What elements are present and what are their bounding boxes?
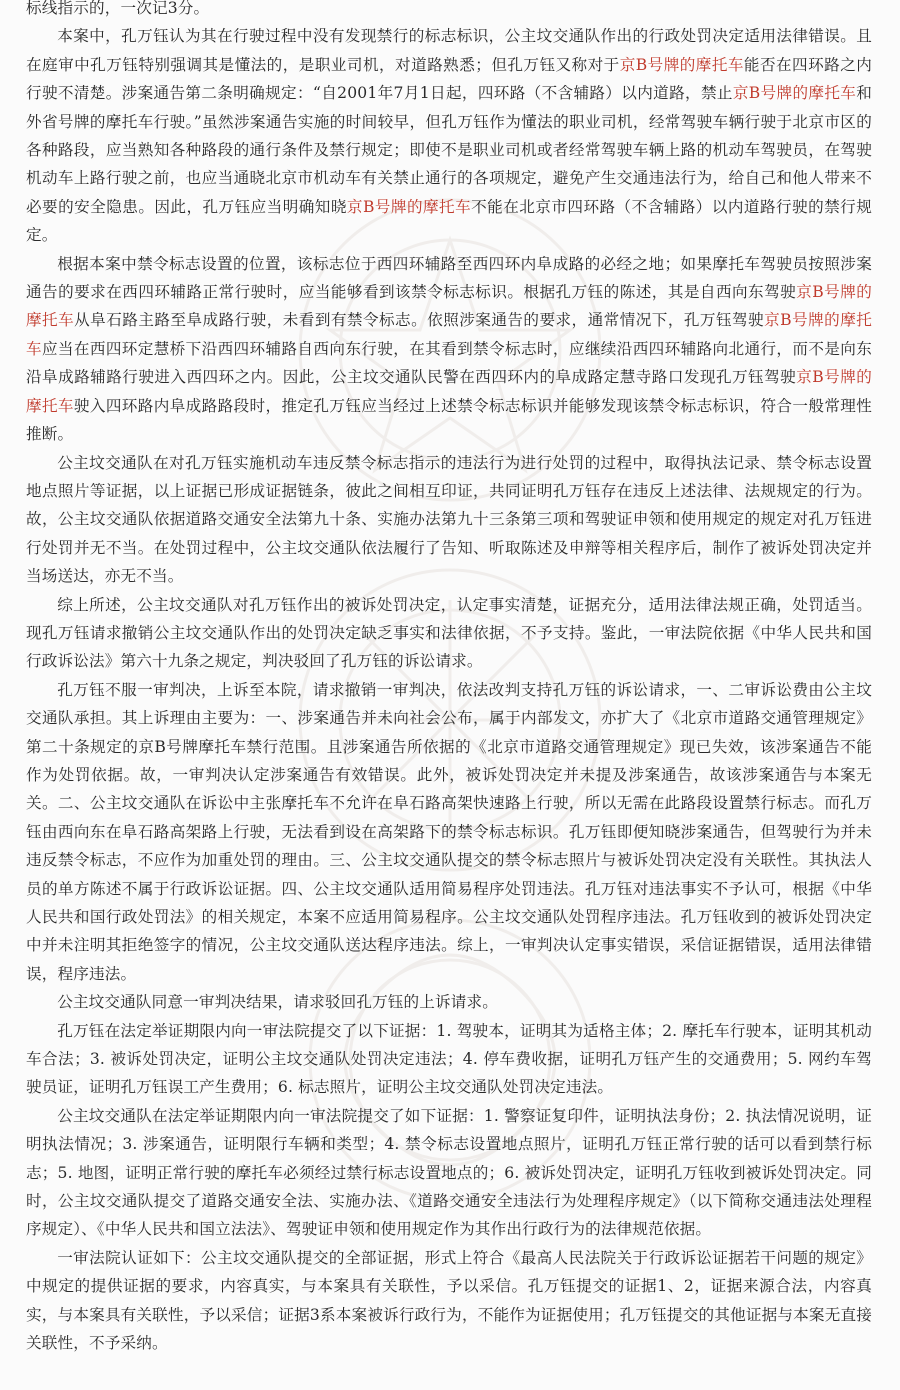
text-span: 应当在西四环定慧桥下沿西四环辅路自西向东行驶，在其看到禁令标志时，应继续沿西四环辅路向北通行，而不是向东沿阜成路辅路行驶进入西四环之内。因此，公主坟交通队民警在西四环内的阜成路定慧寺路口发现孔万钰驾驶 bbox=[26, 339, 872, 387]
highlighted-term: 京B号牌的摩托车 bbox=[26, 283, 872, 330]
paragraph-9: 一审法院认证如下：公主坟交通队提交的全部证据，形式上符合《最高人民法院关于行政诉讼证据若干问题的规定》中规定的提供证据的要求，内容真实，与本案具有关联性，予以采信。孔万钰提交的证据1、2，证据来源合法，内容真实，与本案具有关联性，予以采信；证据3系本案被诉行政行为，不能作为证据使用；孔万钰提交的其他证据与本案无直接关联性，不予采纳。 bbox=[26, 1248, 872, 1353]
paragraph-5: 孔万钰不服一审判决，上诉至本院，请求撤销一审判决，依法改判支持孔万钰的诉讼请求，一、二审诉讼费由公主坟交通队承担。其上诉理由主要为：一、涉案通告并未向社会公布，属于内部发文，亦扩大了《北京市道路交通管理规定》第二十条规定的京B号牌摩托车禁行范围。且涉案通告所依据的《北京市道路交通管理规定》现已失效，该涉案通告不能作为处罚依据。故，一审判决认定涉案通告有效错误。此外，被诉处罚决定并未提及涉案通告，故该涉案通告与本案无关。二、公主坟交通队在诉讼中主张摩托车不允许在阜石路高架快速路上行驶，所以无需在此路段设置禁行标志。而孔万钰由西向东在阜石路高架路上行驶，无法看到设在高架路下的禁令标志标识。孔万钰即便知晓涉案通告，但驾驶行为并未违反禁令标志，不应作为加重处罚的理由。三、公主坟交通队提交的禁令标志照片与被诉处罚决定没有关联性。其执法人员的单方陈述不属于行政诉讼证据。四、公主坟交通队适用简易程序处罚违法。孔万钰对违法事实不予认可，根据《中华人民共和国行政处罚法》的相关规定，本案不应适用简易程序。公主坟交通队处罚程序违法。孔万钰收到的被诉处罚决定中并未注明其拒绝签字的情况，公主坟交通队送达程序违法。综上，一审判决认定事实错误，采信证据错误，适用法律错误，程序违法。 bbox=[26, 680, 872, 983]
highlighted-term: 京B号牌的摩托车 bbox=[732, 84, 857, 103]
text-span: 驶入四环路内阜成路路段时，推定孔万钰应当经过上述禁令标志标识并能够发现该禁令标志标识，符合一般常理性推断。 bbox=[26, 396, 872, 444]
paragraph-7: 孔万钰在法定举证期限内向一审法院提交了以下证据：1. 驾驶本，证明其为适格主体；2. 摩托车行驶本，证明其机动车合法；3. 被诉处罚决定，证明公主坟交通队处罚决定违法；4. 停车费收据，证明孔万钰产生的交通费用；5. 网约车驾驶员证，证明孔万钰误工产生费用；6. 标志照片，证明公主坟交通队处罚决定违法。 bbox=[26, 1021, 872, 1097]
paragraph-2 bbox=[26, 250, 872, 449]
text-span: 根据本案中禁令标志设置的位置，该标志位于西四环辅路至西四环内阜成路的必经之地；如果摩托车驾驶员按照涉案通告的要求在西四环辅路正常行驶时，应当能够看到该禁令标志标识。根据孔万钰的陈述，其是自西向东驾驶 bbox=[26, 254, 872, 302]
paragraph-1 bbox=[26, 22, 872, 249]
paragraph-3: 公主坟交通队在对孔万钰实施机动车违反禁令标志指示的违法行为进行处罚的过程中，取得执法记录、禁令标志设置地点照片等证据，以上证据已形成证据链条，彼此之间相互印证，共同证明孔万钰存在违反上述法律、法规规定的行为。故，公主坟交通队依据道路交通安全法第九十条、实施办法第九十三条第三项和驾驶证申领和使用规定的规定对孔万钰进行处罚并无不当。在处罚过程中，公主坟交通队依法履行了告知、听取陈述及申辩等相关程序后，制作了被诉处罚决定并当场送达，亦无不当。 bbox=[26, 453, 872, 586]
text-span: 能否在四环路之内行驶不清楚。涉案通告第二条明确规定：“自2001年7月1日起，四环路（不含辅路）以内道路，禁止 bbox=[26, 55, 872, 103]
judgment-text bbox=[26, 0, 872, 1358]
paragraph-6: 公主坟交通队同意一审判决结果，请求驳回孔万钰的上诉请求。 bbox=[57, 993, 499, 1012]
paragraph-8: 公主坟交通队在法定举证期限内向一审法院提交了如下证据：1. 警察证复印件，证明执法身份；2. 执法情况说明，证明执法情况；3. 涉案通告，证明限行车辆和类型；4. 禁令标志设置地点照片，证明孔万钰正常行驶的话可以看到禁行标志；5. 地图，证明正常行驶的摩托车必须经过禁行标志设置地点的；6. 被诉处罚决定，证明孔万钰收到被诉处罚决定。同时，公主坟交通队提交了道路交通安全法、实施办法、《道路交通安全违法行为处理程序规定》（以下简称交通违法处理程序规定）、《中华人民共和国立法法》、驾驶证申领和使用规定作为其作出行政行为的法律规范依据。 bbox=[26, 1106, 872, 1239]
text-span: 和外省号牌的摩托车行驶。”虽然涉案通告实施的时间较早，但孔万钰作为懂法的职业司机，经常驾驶车辆行驶于北京市区的各种路段，应当熟知各种路段的通行条件及禁行规定；即使不是职业司机或者经常驾驶车辆上路的机动车驾驶员，在驾驶机动车上路行驶之前，也应当通晓北京市机动车有关禁止通行的各项规定，避免产生交通违法行为，给自己和他人带来不必要的安全隐患。因此，孔万钰应当明确知晓 bbox=[26, 84, 872, 216]
paragraph-0: 标线指示的，一次记3分。 bbox=[26, 0, 210, 17]
highlighted-term: 京B号牌的摩托车 bbox=[346, 197, 472, 216]
text-span: 不能在北京市四环路（不含辅路）以内道路行驶的禁行规定。 bbox=[26, 197, 872, 245]
highlighted-term: 京B号牌的摩托车 bbox=[619, 55, 744, 74]
paragraph-4: 综上所述，公主坟交通队对孔万钰作出的被诉处罚决定，认定事实清楚，证据充分，适用法律法规正确，处罚适当。现孔万钰请求撤销公主坟交通队作出的处罚决定缺乏事实和法律依据，不予支持。鉴此，一审法院依据《中华人民共和国行政诉讼法》第六十九条之规定，判决驳回了孔万钰的诉讼请求。 bbox=[26, 595, 872, 671]
highlighted-term: 京B号牌的摩托车 bbox=[26, 368, 872, 415]
text-span: 从阜石路主路至阜成路行驶，未看到有禁令标志。依照涉案通告的要求，通常情况下，孔万钰驾驶 bbox=[74, 311, 765, 330]
text-span: 本案中，孔万钰认为其在行驶过程中没有发现禁行的标志标识，公主坟交通队作出的行政处罚决定适用法律错误。且在庭审中孔万钰特别强调其是懂法的，是职业司机，对道路熟悉；但孔万钰又称对于 bbox=[26, 27, 872, 74]
highlighted-term: 京B号牌的摩托车 bbox=[26, 311, 872, 358]
